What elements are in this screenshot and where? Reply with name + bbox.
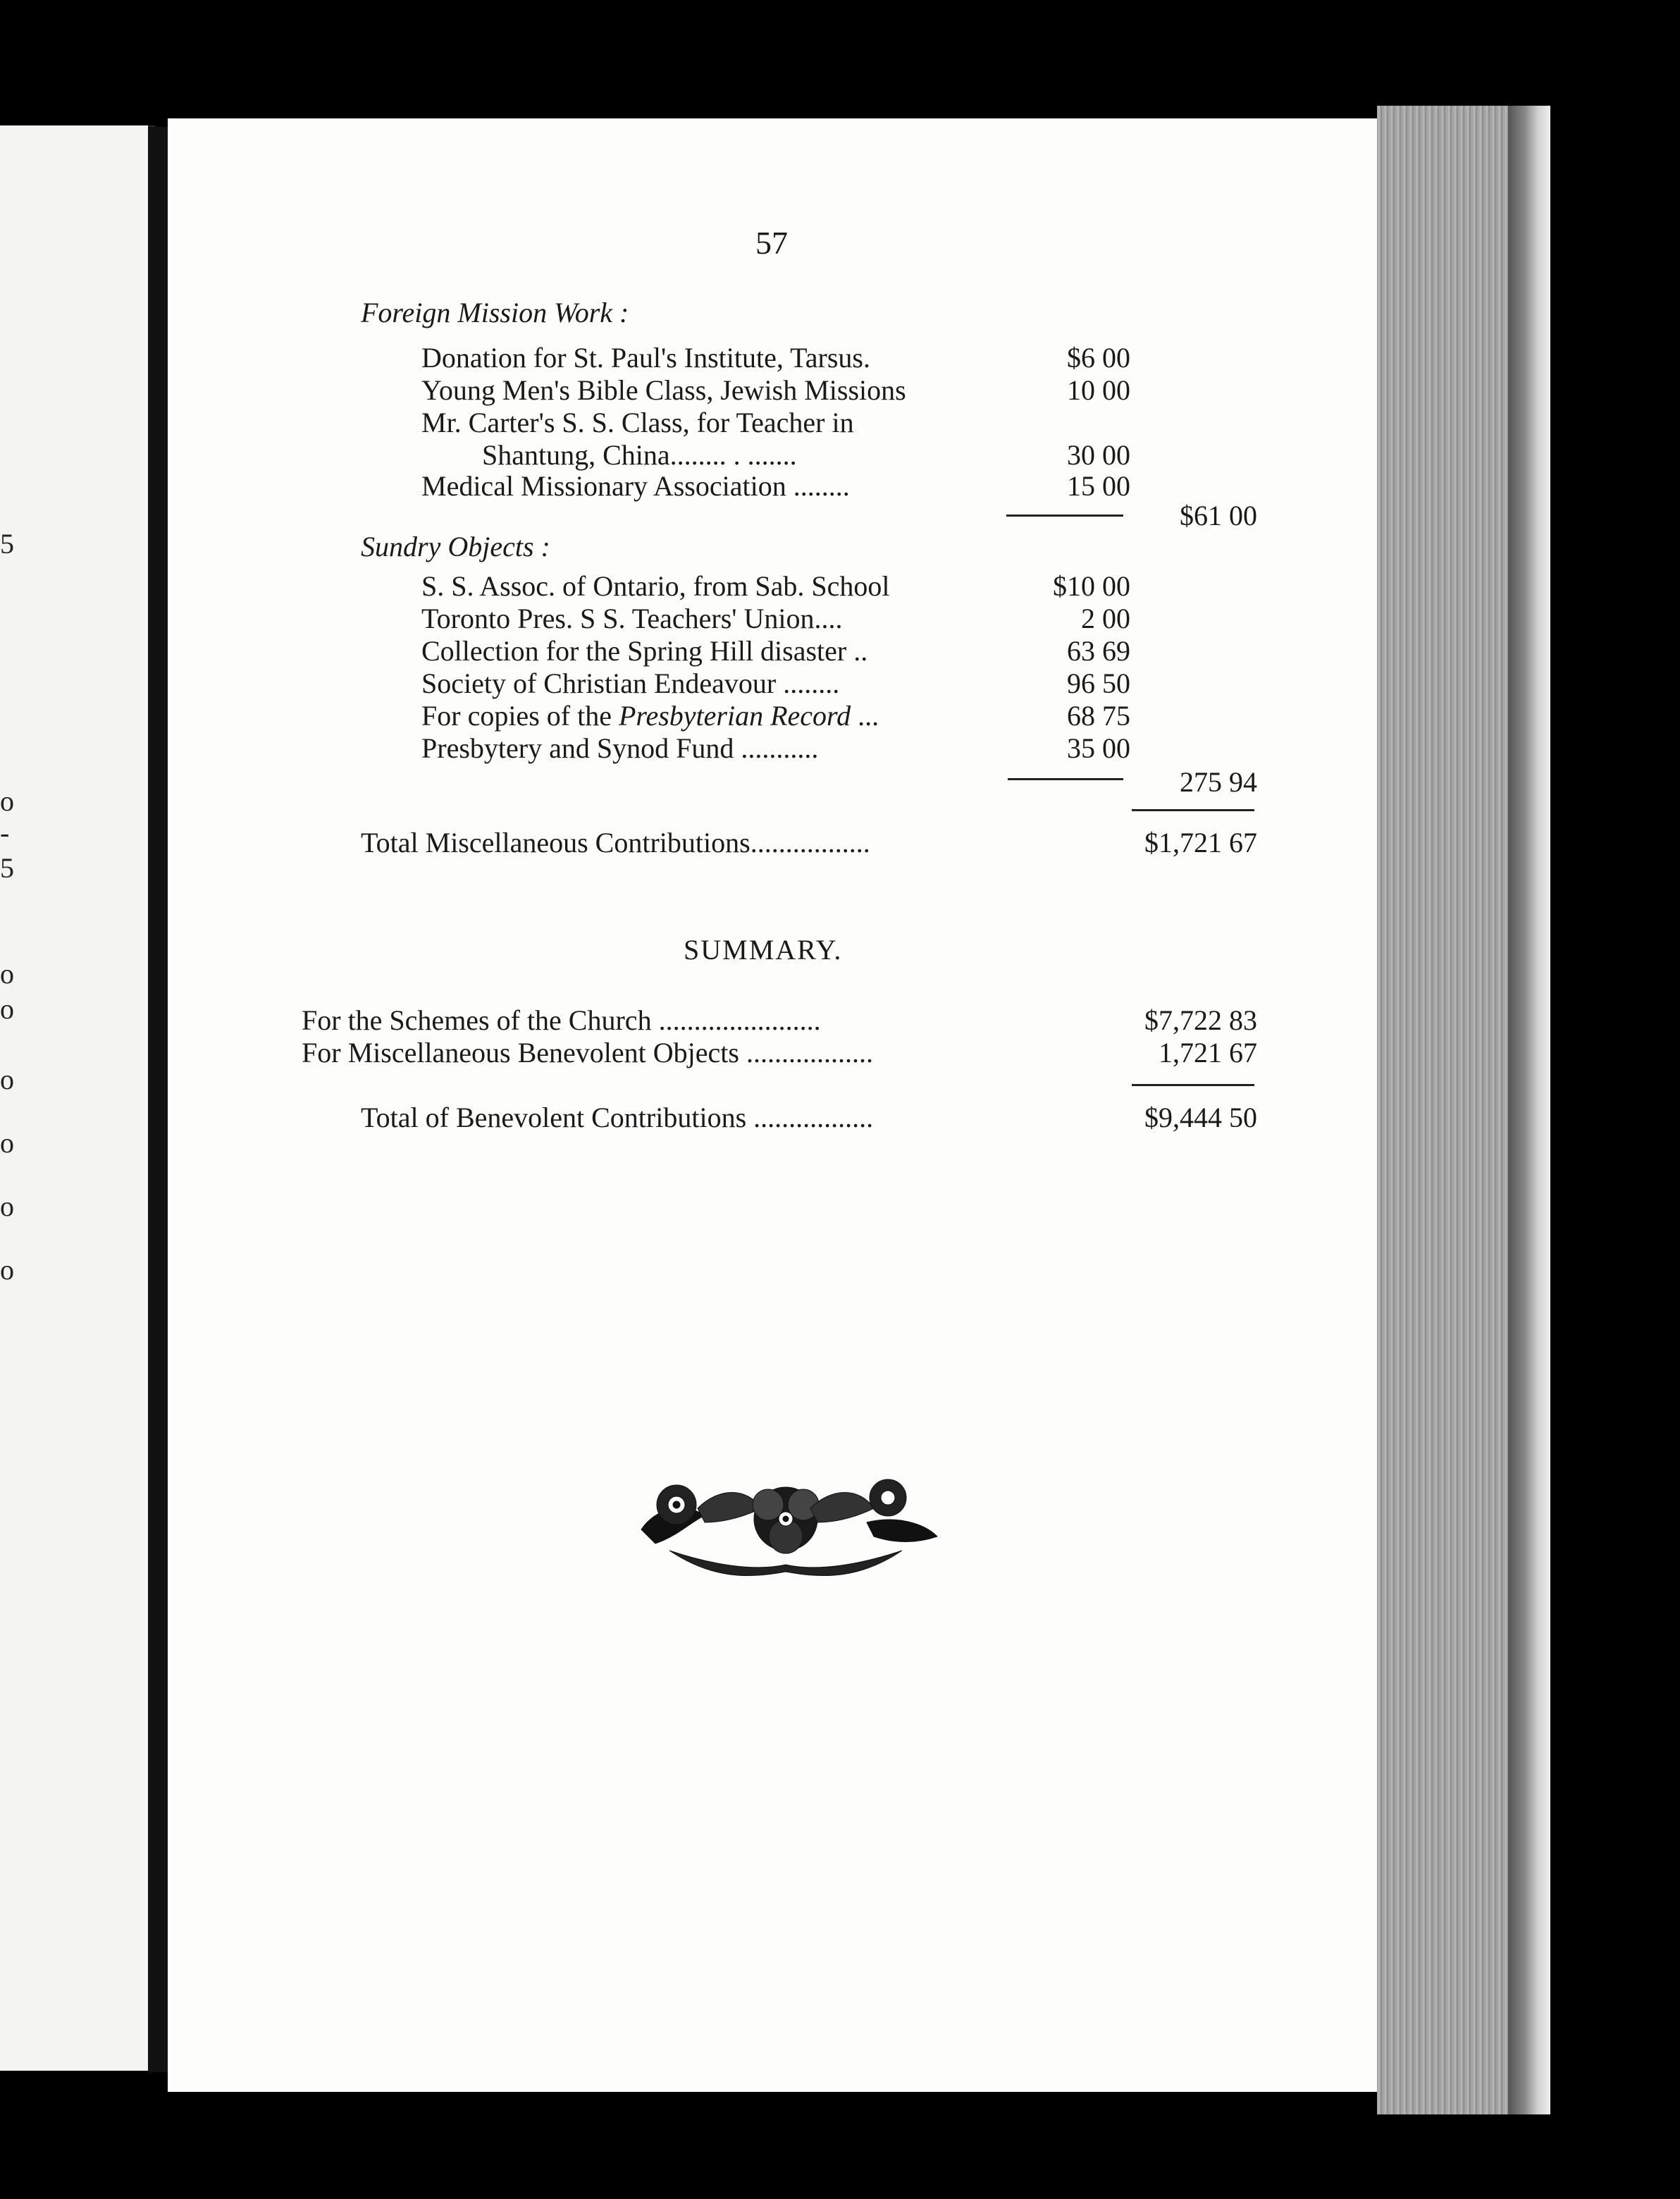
ledger-item-amount: 35 00 xyxy=(1067,732,1130,764)
floral-ornament-icon xyxy=(627,1466,944,1586)
edge-digit: - xyxy=(0,817,10,849)
ledger-item-amount: 15 00 xyxy=(1067,470,1130,502)
ledger-item-label: Shantung, China........ . ....... xyxy=(482,439,797,471)
ledger-item-amount: 10 00 xyxy=(1067,374,1130,406)
ledger-item-label: Toronto Pres. S S. Teachers' Union.... xyxy=(421,603,843,634)
left-facing-page xyxy=(0,125,155,2071)
section-heading-sundry-objects: Sundry Objects : xyxy=(361,531,550,562)
edge-digit: o xyxy=(0,958,14,990)
section-heading-foreign-mission: Foreign Mission Work : xyxy=(361,297,629,328)
ledger-item-amount: 96 50 xyxy=(1067,667,1130,699)
label-suffix: ... xyxy=(851,700,879,732)
edge-digit: o xyxy=(0,1190,14,1222)
summary-heading: SUMMARY. xyxy=(684,934,843,966)
total-rule xyxy=(1132,809,1254,811)
ledger-item-label: Mr. Carter's S. S. Class, for Teacher in xyxy=(421,407,854,438)
ledger-item-amount: $10 00 xyxy=(1053,570,1130,602)
ledger-item-amount: 63 69 xyxy=(1067,635,1130,667)
subtotal-rule xyxy=(1008,778,1123,780)
summary-total-amount: $9,444 50 xyxy=(1144,1102,1257,1133)
ledger-item-amount: $6 00 xyxy=(1067,342,1130,374)
ledger-item-label: Donation for St. Paul's Institute, Tarsus. xyxy=(421,342,870,374)
ledger-item-label xyxy=(421,699,879,733)
total-rule xyxy=(1132,1084,1254,1086)
ledger-item-amount: 2 00 xyxy=(1081,603,1130,634)
summary-item-label: For Miscellaneous Benevolent Objects .................. xyxy=(302,1037,873,1068)
summary-total-label: Total of Benevolent Contributions ................. xyxy=(361,1102,874,1133)
ledger-item-label: Presbytery and Synod Fund ........... xyxy=(421,732,819,764)
ledger-item-label: Collection for the Spring Hill disaster .. xyxy=(421,635,868,667)
ledger-item-label: S. S. Assoc. of Ontario, from Sab. School xyxy=(421,570,890,602)
book-gutter xyxy=(148,127,169,2072)
ledger-item-label: Young Men's Bible Class, Jewish Missions xyxy=(421,374,906,406)
subtotal-amount: 275 94 xyxy=(1180,766,1257,798)
edge-digit: o xyxy=(0,1254,14,1286)
subtotal-amount: $61 00 xyxy=(1180,500,1257,531)
label-prefix: For copies of the xyxy=(421,700,619,732)
page-block-outer-edge xyxy=(1508,106,1550,2114)
total-misc-label: Total Miscellaneous Contributions................. xyxy=(361,827,870,858)
ledger-item-label: Society of Christian Endeavour ........ xyxy=(421,667,840,699)
subtotal-rule xyxy=(1006,515,1123,517)
edge-digit: o xyxy=(0,993,14,1025)
edge-digit: o xyxy=(0,1064,14,1095)
publication-title: Presbyterian Record xyxy=(618,700,851,732)
ledger-item-label: Medical Missionary Association ........ xyxy=(421,470,850,502)
total-misc-amount: $1,721 67 xyxy=(1144,827,1257,858)
summary-item-label: For the Schemes of the Church ....................... xyxy=(302,1004,821,1036)
edge-digit: 5 xyxy=(0,852,14,884)
edge-digit: 5 xyxy=(0,528,14,560)
ledger-item-amount: 30 00 xyxy=(1067,439,1130,471)
edge-digit: o xyxy=(0,785,14,817)
summary-item-amount: $7,722 83 xyxy=(1144,1004,1257,1036)
summary-item-amount: 1,721 67 xyxy=(1159,1037,1257,1068)
ledger-item-amount: 68 75 xyxy=(1067,700,1130,732)
edge-digit: o xyxy=(0,1127,14,1159)
page-number: 57 xyxy=(755,225,788,261)
